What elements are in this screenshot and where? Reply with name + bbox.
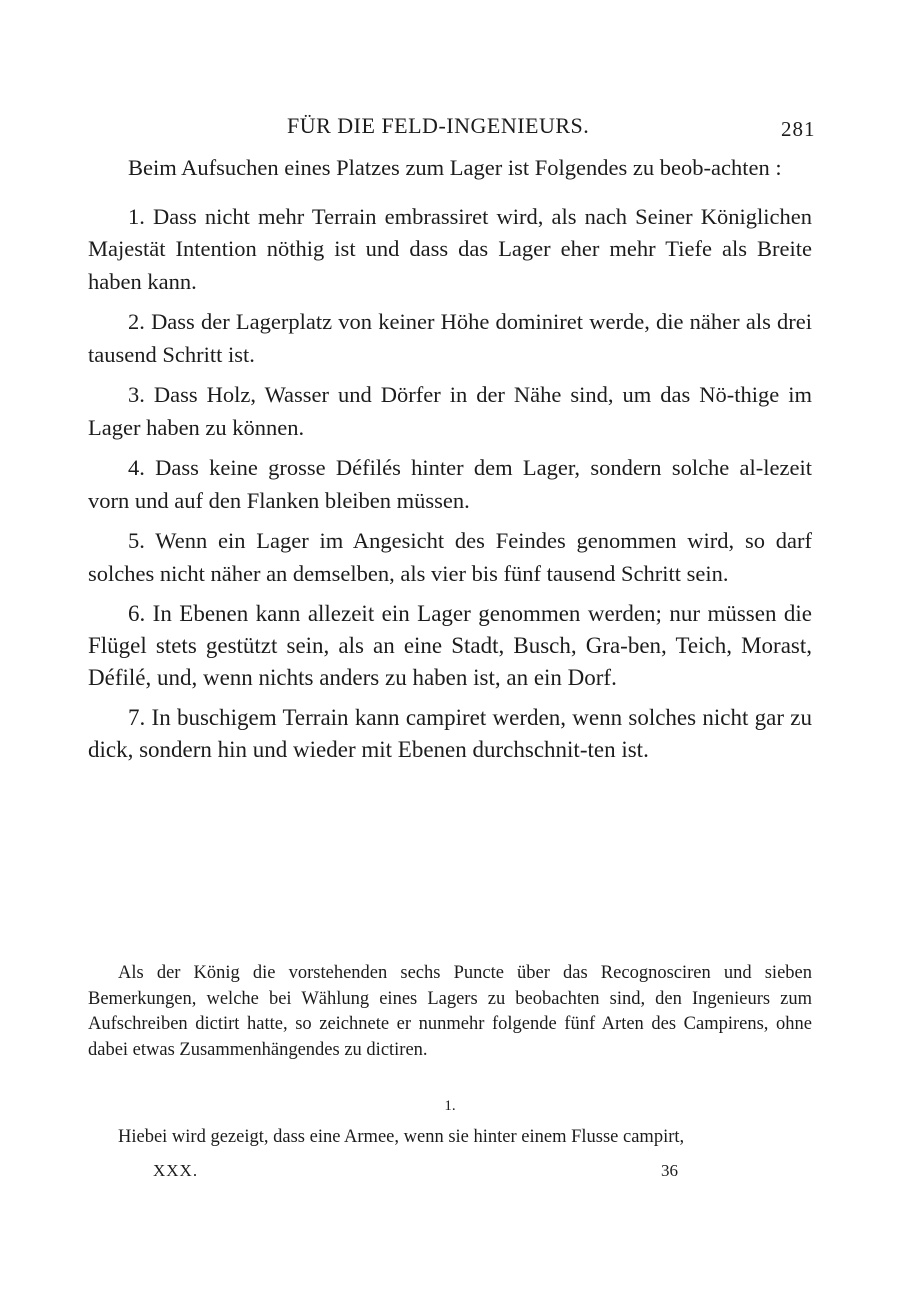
page-footer — [0, 1161, 900, 1187]
paragraph-rule-6: 6. In Ebenen kann allezeit ein Lager genommen werden; nur müssen die Flügel stets gestützt sein, als an eine Stadt, Busch, Gra-ben, Teich, Morast, Défilé, und, wenn nichts anders zu haben ist, an ein Dorf. — [88, 601, 812, 690]
section-text — [88, 1124, 812, 1150]
sheet-number: 36 — [661, 1161, 678, 1180]
paragraph-rule-4: 4. Dass keine grosse Défilés hinter dem Lager, sondern solche al-lezeit vorn und auf den Flanken bleiben müssen. — [88, 455, 812, 513]
editorial-note — [88, 961, 812, 1063]
section-numeral-text: 1. — [444, 1098, 456, 1114]
page-number: 281 — [781, 117, 816, 141]
running-title: FÜR DIE FELD-INGENIEURS. — [287, 113, 590, 138]
paragraph-rule-3: 3. Dass Holz, Wasser und Dörfer in der Nähe sind, um das Nö-thige im Lager haben zu können. — [88, 382, 812, 440]
paragraph-rule-7: 7. In buschigem Terrain kann campiret werden, wenn solches nicht gar zu dick, sondern hin und wieder mit Ebenen durchschnit-ten ist. — [88, 705, 812, 762]
main-text — [88, 152, 812, 774]
signature-mark: XXX. — [153, 1161, 199, 1180]
running-head — [0, 113, 900, 143]
section-first-line: Hiebei wird gezeigt, dass eine Armee, wenn sie hinter einem Flusse campirt, — [118, 1127, 685, 1147]
paragraph-intro: Beim Aufsuchen eines Platzes zum Lager ist Folgendes zu beob-achten : — [128, 155, 782, 180]
paragraph-rule-5: 5. Wenn ein Lager im Angesicht des Feindes genommen wird, so darf solches nicht näher an demselben, als vier bis fünf tausend Schritt sein. — [88, 528, 812, 586]
paragraph-rule-2: 2. Dass der Lagerplatz von keiner Höhe dominiret werde, die näher als drei tausend Schritt ist. — [88, 309, 812, 367]
section-numeral — [0, 1098, 900, 1115]
paragraph-rule-1: 1. Dass nicht mehr Terrain embrassiret wird, als nach Seiner Königlichen Majestät Intention nöthig ist und dass das Lager eher mehr Tiefe als Breite haben kann. — [88, 203, 812, 294]
note-text: Als der König die vorstehenden sechs Puncte über das Recognosciren und sieben Bemerkungen, welche bei Wählung eines Lagers zu beobachten sind, den Ingenieurs zum Aufschreiben dictirt hatte, so zeichnete er nunmehr folgende fünf Arten des Campirens, ohne dabei etwas Zusammenhängendes zu dictiren. — [88, 963, 812, 1060]
